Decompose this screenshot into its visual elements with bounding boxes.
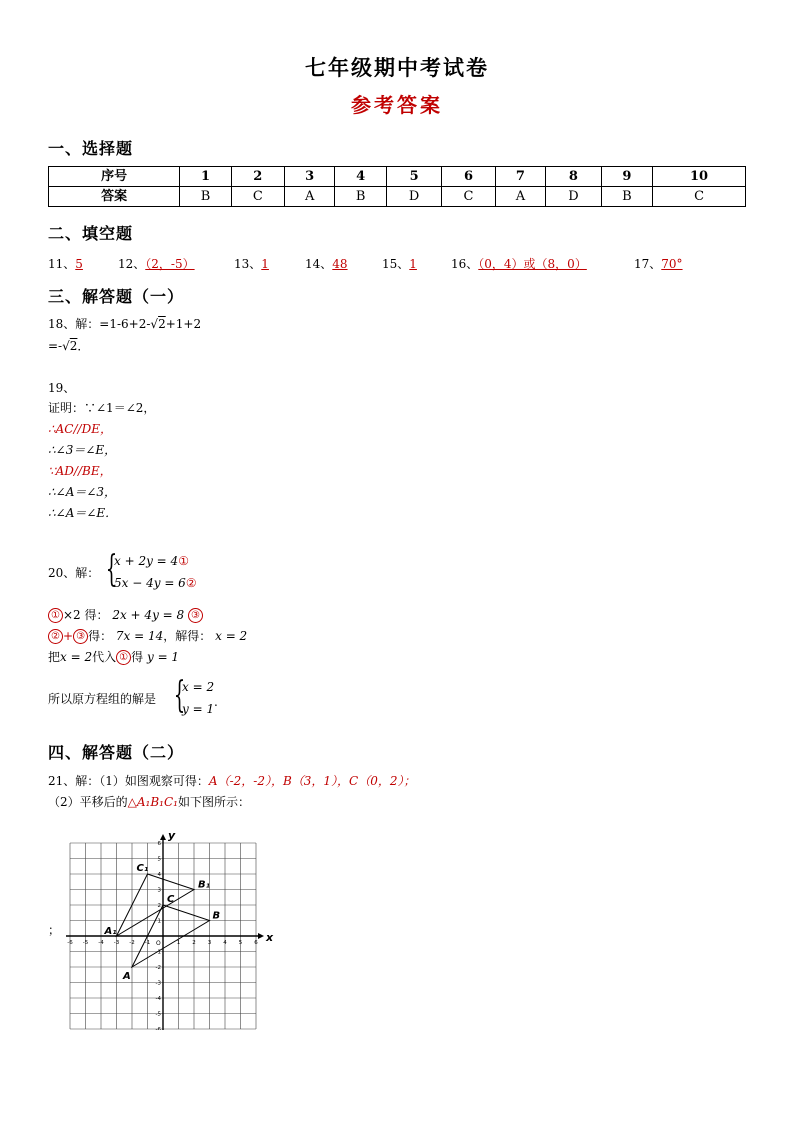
origin-label: O — [156, 940, 161, 947]
fill-item-17: 17、70° — [634, 257, 683, 271]
graph-axes — [66, 829, 274, 1030]
table-header-answer: 答案 — [49, 187, 180, 207]
q21-line2: （2）平移后的△A₁B₁C₁如下图所示： — [48, 795, 250, 809]
x-tick-label: -2 — [129, 940, 135, 946]
section-solve2-title: 四、解答题（二） — [48, 743, 185, 762]
x-tick-label: -4 — [98, 940, 104, 946]
q19-line: ∴∠3＝∠E， — [48, 443, 117, 457]
x-axis-label: x — [266, 931, 274, 944]
y-tick-label: -3 — [155, 980, 161, 987]
q20-step3: 把x = 2代入 ① 得 y = 1 — [48, 650, 180, 664]
fill-item-11: 11、5 — [48, 257, 83, 271]
y-axis-label: y — [168, 829, 176, 842]
q19-line: ∴AC//DE， — [48, 422, 112, 436]
q21-semicolon: ； — [48, 923, 61, 937]
table-header-number: 序号 — [49, 167, 180, 187]
fill-item-15: 15、1 — [382, 257, 417, 271]
section-fill-title: 二、填空题 — [48, 224, 134, 243]
x-tick-label: 3 — [207, 940, 212, 946]
table-cell: 8 — [546, 167, 602, 187]
table-cell: 4 — [335, 167, 386, 187]
y-axis-arrow — [160, 834, 166, 840]
point-label-b: B — [212, 910, 221, 922]
table-cell: 3 — [284, 167, 335, 187]
section-solve1-title: 三、解答题（一） — [48, 287, 185, 306]
table-row-numbers — [49, 167, 746, 187]
page-title: 七年级期中考试卷 — [305, 55, 489, 80]
point-label-c: C — [167, 894, 175, 905]
q20-solution-brace: { — [173, 675, 186, 716]
q20-eq1: x + 2y = 4① — [114, 554, 189, 568]
table-cell: B — [180, 187, 231, 207]
q19-number: 19、 — [48, 381, 76, 395]
coordinate-graph — [56, 818, 286, 1030]
x-tick-label: 1 — [176, 940, 181, 946]
table-cell: 9 — [601, 167, 652, 187]
point-label-c1: C₁ — [136, 863, 149, 874]
table-cell: 2 — [231, 167, 284, 187]
table-cell: 7 — [495, 167, 546, 187]
fill-item-16: 16、（0，4）或（8，0） — [451, 257, 587, 271]
y-tick-label: 3 — [157, 887, 161, 894]
fill-item-14: 14、48 — [305, 257, 348, 271]
q21-line1: 21、解：（1）如图观察可得：A（-2，-2），B（3，1），C（0，2）； — [48, 774, 416, 788]
q18-line1: 18、解：=1-6+2-√2+1+2 — [48, 317, 202, 331]
q20-sol2: y = 1 — [182, 702, 215, 716]
y-tick-label: 2 — [157, 903, 161, 909]
table-cell: C — [231, 187, 284, 207]
y-tick-label: 5 — [157, 856, 161, 863]
x-tick-label: 2 — [192, 940, 196, 946]
table-cell: C — [442, 187, 495, 207]
x-tick-label: -5 — [82, 940, 89, 946]
x-axis-arrow — [258, 933, 264, 939]
q20-eq2: 5x − 4y = 6② — [114, 576, 197, 590]
table-cell: D — [546, 187, 602, 207]
table-row-answers — [49, 187, 746, 207]
graph-point-labels — [104, 863, 221, 982]
x-tick-label: -3 — [113, 940, 120, 946]
q20-step2: ② + ③ 得： 7x = 14，解得： x = 2 — [48, 626, 247, 647]
y-tick-label: 1 — [157, 918, 161, 925]
y-tick-label: 6 — [157, 841, 161, 847]
q18-line2: =-√2． — [48, 339, 90, 353]
q20-sol1: x = 2 — [182, 680, 215, 694]
table-cell: A — [495, 187, 546, 207]
y-tick-label: -1 — [155, 949, 161, 956]
point-label-b1: B₁ — [198, 879, 211, 891]
x-tick-label: 5 — [238, 940, 243, 946]
point-label-a1: A₁ — [104, 926, 117, 937]
q20-sol-end: . — [214, 695, 218, 709]
fill-item-12: 12、（2，-5） — [118, 257, 195, 271]
x-tick-label: -1 — [144, 940, 151, 946]
point-label-a: A — [123, 971, 131, 982]
page-subtitle: 参考答案 — [351, 93, 443, 117]
q20-system-brace: { — [105, 549, 118, 590]
y-tick-label: 4 — [157, 872, 161, 878]
table-cell: 10 — [653, 167, 746, 187]
table-cell: C — [653, 187, 746, 207]
table-cell: 6 — [442, 167, 495, 187]
q19-line: ∵AD//BE， — [48, 464, 112, 478]
q19-line: ∴∠A＝∠E． — [48, 506, 118, 520]
q20-label: 20、解： — [48, 566, 100, 580]
y-tick-label: -2 — [155, 965, 161, 971]
y-tick-label: -6 — [155, 1027, 161, 1030]
section-choice-title: 一、选择题 — [48, 139, 134, 158]
x-tick-label: -6 — [67, 940, 73, 946]
table-cell: 5 — [386, 167, 442, 187]
table-cell: D — [386, 187, 442, 207]
q20-step1: ① ×2 得： 2x + 4y = 8 ③ — [48, 605, 203, 626]
choice-answer-table — [48, 166, 746, 207]
y-tick-label: -4 — [155, 996, 161, 1002]
q20-conclusion: 所以原方程组的解是 — [48, 692, 157, 706]
x-tick-label: 4 — [223, 940, 227, 946]
table-cell: A — [284, 187, 335, 207]
table-cell: 1 — [180, 167, 231, 187]
y-tick-label: -5 — [155, 1011, 161, 1018]
fill-item-13: 13、1 — [234, 257, 269, 271]
q19-line: ∴∠A＝∠3， — [48, 485, 117, 499]
q19-line: 证明：∵∠1＝∠2， — [48, 401, 156, 415]
table-cell: B — [601, 187, 652, 207]
x-tick-label: 6 — [254, 940, 258, 946]
table-cell: B — [335, 187, 386, 207]
